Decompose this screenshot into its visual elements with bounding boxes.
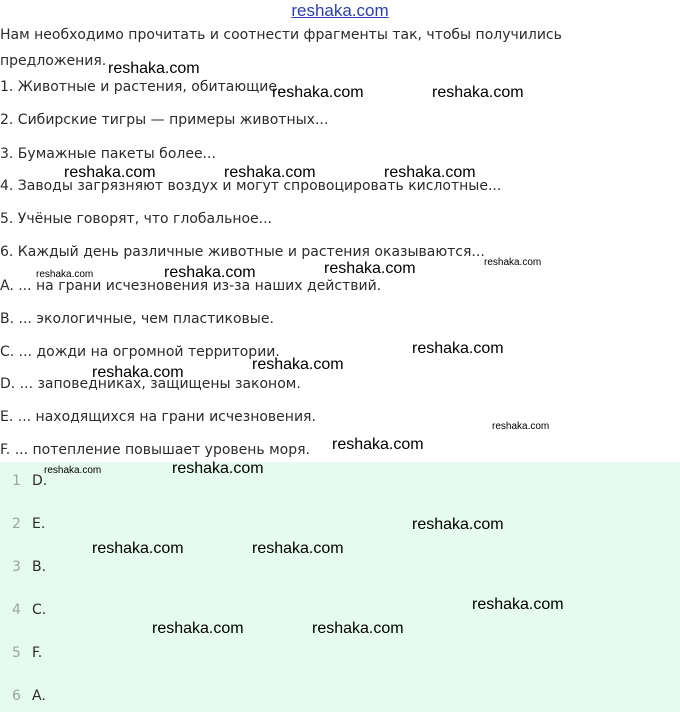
watermark: reshaka.com	[92, 540, 184, 557]
answers-panel	[0, 462, 680, 712]
task-intro-line1: Нам необходимо прочитать и соотнести фрагменты так, чтобы получились	[0, 27, 562, 43]
answer-letter: E.	[32, 516, 46, 532]
watermark: reshaka.com	[312, 620, 404, 637]
watermark: reshaka.com	[92, 364, 184, 381]
watermark: reshaka.com	[412, 516, 504, 533]
ending-e: E. ... находящихся на грани исчезновения.	[0, 409, 316, 425]
watermark: reshaka.com	[332, 436, 424, 453]
answer-number: 1	[12, 473, 21, 489]
watermark: reshaka.com	[432, 84, 524, 101]
watermark: reshaka.com	[324, 260, 416, 277]
answer-number: 6	[12, 688, 21, 704]
watermark: reshaka.com	[252, 356, 344, 373]
watermark: reshaka.com	[252, 540, 344, 557]
watermark: reshaka.com	[44, 465, 102, 476]
watermark: reshaka.com	[224, 164, 316, 181]
watermark: reshaka.com	[36, 269, 94, 280]
beginning-4: 4. Заводы загрязняют воздух и могут спровоцировать кислотные...	[0, 178, 502, 194]
answer-number: 5	[12, 645, 21, 661]
answer-number: 4	[12, 602, 21, 618]
watermark: reshaka.com	[108, 60, 200, 77]
ending-d: D. ... заповедниках, защищены законом.	[0, 376, 301, 392]
watermark: reshaka.com	[384, 164, 476, 181]
watermark: reshaka.com	[492, 421, 550, 432]
watermark: reshaka.com	[152, 620, 244, 637]
answer-letter: F.	[32, 645, 43, 661]
watermark: reshaka.com	[172, 460, 264, 477]
answer-letter: C.	[32, 602, 47, 618]
ending-f: F. ... потепление повышает уровень моря.	[0, 442, 310, 458]
ending-b: B. ... экологичные, чем пластиковые.	[0, 311, 274, 327]
watermark: reshaka.com	[272, 84, 364, 101]
beginning-1: 1. Животные и растения, обитающие...	[0, 79, 291, 95]
answer-number: 2	[12, 516, 21, 532]
answer-letter: D.	[32, 473, 48, 489]
beginning-6: 6. Каждый день различные животные и растения оказываются...	[0, 244, 485, 260]
watermark: reshaka.com	[64, 164, 156, 181]
site-header-link[interactable]: reshaka.com	[291, 1, 389, 20]
ending-c: C. ... дожди на огромной территории.	[0, 344, 280, 360]
ending-a: A. ... на грани исчезновения из-за наших действий.	[0, 278, 382, 294]
beginning-2: 2. Сибирские тигры — примеры животных...	[0, 112, 329, 128]
task-intro-line2: предложения.	[0, 53, 107, 69]
beginning-3: 3. Бумажные пакеты более...	[0, 146, 216, 162]
beginning-5: 5. Учёные говорят, что глобальное...	[0, 211, 273, 227]
watermark: reshaka.com	[484, 257, 542, 268]
watermark: reshaka.com	[412, 340, 504, 357]
answer-letter: B.	[32, 559, 47, 575]
answer-letter: A.	[32, 688, 46, 704]
answer-number: 3	[12, 559, 21, 575]
watermark: reshaka.com	[472, 596, 564, 613]
watermark: reshaka.com	[164, 264, 256, 281]
